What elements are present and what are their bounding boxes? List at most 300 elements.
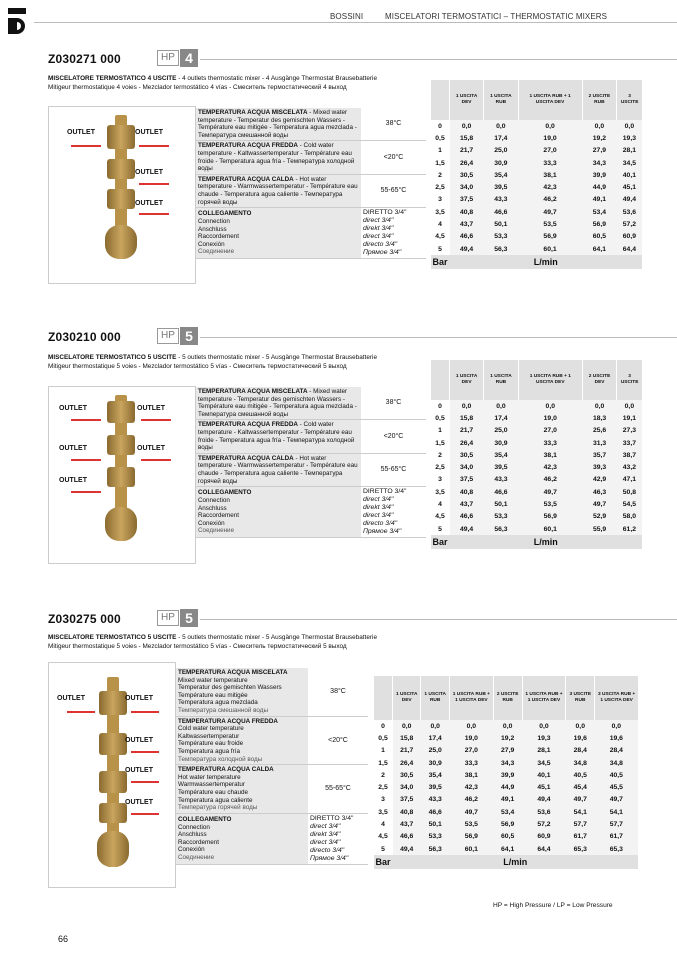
flow-value: 64,1 — [582, 243, 617, 255]
flow-value: 34,8 — [595, 757, 638, 769]
header-rule — [34, 22, 677, 23]
flow-unit: L/min — [450, 535, 642, 549]
column-header: 1 USCITA DEV — [450, 360, 484, 400]
column-header: 1 USCITA RUB — [484, 360, 519, 400]
bar-value: 3,5 — [431, 206, 450, 218]
flow-table — [430, 360, 642, 549]
flow-value: 27,0 — [518, 145, 582, 157]
flow-value: 60,9 — [617, 231, 642, 243]
flow-value: 19,0 — [518, 132, 582, 144]
flow-value: 0,0 — [449, 720, 493, 732]
flow-value: 46,3 — [582, 486, 616, 498]
flow-value: 42,3 — [518, 461, 582, 473]
flow-value: 19,6 — [566, 732, 595, 744]
column-header: 1 USCITA DEV — [450, 80, 484, 120]
table-row — [374, 843, 639, 855]
outlet-label: OUTLET — [135, 169, 163, 176]
flow-value: 46,6 — [484, 206, 518, 218]
bar-value: 1,5 — [374, 757, 393, 769]
outlet-label: OUTLET — [135, 129, 163, 136]
flow-value: 50,1 — [484, 218, 518, 230]
bar-unit: Bar — [375, 857, 391, 868]
flow-value: 46,6 — [393, 831, 421, 843]
table-row — [431, 169, 643, 181]
flow-value: 0,0 — [518, 400, 582, 412]
flow-value: 53,5 — [518, 218, 582, 230]
flow-value: 46,6 — [421, 806, 450, 818]
flow-value: 49,7 — [449, 806, 493, 818]
flow-value: 49,4 — [450, 523, 484, 535]
flow-value: 43,3 — [421, 794, 450, 806]
flow-value: 46,2 — [518, 194, 582, 206]
bar-value: 1 — [431, 145, 450, 157]
flow-value: 56,9 — [493, 818, 522, 830]
flow-value: 57,2 — [617, 218, 642, 230]
flow-value: 39,3 — [582, 461, 616, 473]
flow-value: 25,0 — [484, 425, 519, 437]
bar-value: 2,5 — [431, 181, 450, 193]
section-rule — [200, 59, 677, 60]
bar-value: 2,5 — [374, 781, 393, 793]
flow-value: 31,3 — [582, 437, 616, 449]
table-row — [431, 412, 643, 424]
bar-value: 2 — [431, 169, 450, 181]
bar-header-cell — [431, 360, 450, 400]
table-row — [431, 206, 643, 218]
cold-temp-value: <20°C — [361, 141, 426, 174]
flow-value: 58,0 — [617, 511, 642, 523]
column-header: 3 USCITA RUB + 1 USCITA DEV — [595, 676, 638, 720]
flow-value: 43,2 — [617, 461, 642, 473]
flow-value: 49,4 — [450, 243, 484, 255]
bar-unit: Bar — [432, 537, 448, 548]
column-header: 3 USCITE — [617, 360, 642, 400]
flow-value: 40,5 — [566, 769, 595, 781]
flow-value: 0,0 — [450, 400, 484, 412]
flow-value: 34,5 — [617, 157, 642, 169]
column-header: 1 USCITA RUB + 1 USCITA DEV — [522, 676, 566, 720]
flow-value: 19,0 — [518, 412, 582, 424]
flow-value: 52,9 — [582, 511, 616, 523]
bar-value: 2 — [431, 449, 450, 461]
bar-value: 3,5 — [374, 806, 393, 818]
flow-value: 40,8 — [450, 486, 484, 498]
table-row — [431, 194, 643, 206]
flow-value: 0,0 — [450, 120, 484, 132]
table-row — [431, 523, 643, 535]
product-subtitle: Mitigeur thermostatique 5 voies - Mezclador termostático 5 vías - Смеситель термостатический 5 выход — [48, 643, 347, 650]
flow-value: 43,7 — [450, 218, 484, 230]
flow-value: 42,3 — [518, 181, 582, 193]
flow-value: 40,8 — [393, 806, 421, 818]
flow-value: 26,4 — [450, 437, 484, 449]
column-header: 1 USCITA DEV — [393, 676, 421, 720]
flow-value: 50,8 — [617, 486, 642, 498]
flow-value: 28,4 — [566, 745, 595, 757]
outlet-label: OUTLET — [137, 405, 165, 412]
product-image — [48, 386, 196, 564]
flow-value: 25,0 — [421, 745, 450, 757]
column-header: 1 USCITA RUB + 1 USCITA DEV — [518, 80, 582, 120]
flow-value: 60,5 — [493, 831, 522, 843]
flow-value: 37,5 — [450, 474, 484, 486]
hot-temp-value: 55-65°C — [308, 765, 368, 814]
column-header: 1 USCITA RUB — [484, 80, 518, 120]
flow-value: 26,4 — [393, 757, 421, 769]
bar-value: 0 — [431, 400, 450, 412]
flow-value: 35,4 — [421, 769, 450, 781]
hot-temp-value: 55-65°C — [361, 174, 426, 207]
column-header: 1 USCITA RUB + 1 USCITA DEV — [518, 360, 582, 400]
outlet-count-badge: 5 — [180, 327, 198, 345]
flow-value: 53,3 — [484, 231, 518, 243]
table-row — [431, 400, 643, 412]
flow-value: 35,4 — [484, 169, 518, 181]
flow-value: 26,4 — [450, 157, 484, 169]
pressure-note: HP = High Pressure / LP = Low Pressure — [493, 902, 613, 909]
flow-value: 45,4 — [566, 781, 595, 793]
table-row — [431, 486, 643, 498]
flow-value: 49,7 — [518, 486, 582, 498]
table-row — [374, 745, 639, 757]
bar-value: 5 — [431, 243, 450, 255]
table-row — [374, 769, 639, 781]
flow-value: 46,2 — [449, 794, 493, 806]
flow-value: 0,0 — [522, 720, 566, 732]
flow-value: 46,2 — [518, 474, 582, 486]
bar-value: 4,5 — [374, 831, 393, 843]
flow-value: 25,0 — [484, 145, 518, 157]
page-number: 66 — [58, 934, 69, 944]
flow-value: 42,9 — [582, 474, 616, 486]
section-rule — [200, 619, 677, 620]
flow-value: 57,7 — [595, 818, 638, 830]
flow-value: 61,7 — [595, 831, 638, 843]
table-row — [431, 498, 643, 510]
bar-header-cell — [431, 80, 450, 120]
flow-unit: L/min — [450, 255, 642, 269]
flow-value: 64,1 — [493, 843, 522, 855]
table-row — [431, 120, 643, 132]
flow-value: 43,3 — [484, 474, 519, 486]
flow-value: 53,5 — [518, 498, 582, 510]
flow-value: 19,0 — [449, 732, 493, 744]
flow-value: 64,4 — [522, 843, 566, 855]
flow-value: 40,1 — [522, 769, 566, 781]
product-code: Z030271 000 — [48, 52, 121, 66]
flow-value: 33,3 — [518, 437, 582, 449]
flow-value: 57,7 — [566, 818, 595, 830]
flow-value: 0,0 — [566, 720, 595, 732]
table-row — [431, 231, 643, 243]
flow-value: 0,0 — [595, 720, 638, 732]
bar-value: 0,5 — [431, 412, 450, 424]
table-row — [431, 132, 643, 144]
flow-value: 44,9 — [582, 181, 617, 193]
flow-value: 49,4 — [522, 794, 566, 806]
flow-value: 0,0 — [421, 720, 450, 732]
flow-value: 18,3 — [582, 412, 616, 424]
flow-value: 61,2 — [617, 523, 642, 535]
bar-value: 1,5 — [431, 157, 450, 169]
flow-value: 0,0 — [582, 120, 617, 132]
table-row — [431, 157, 643, 169]
flow-value: 21,7 — [450, 145, 484, 157]
flow-value: 60,5 — [582, 231, 617, 243]
bar-value: 0,5 — [431, 132, 450, 144]
flow-value: 46,6 — [484, 486, 519, 498]
flow-value: 28,4 — [595, 745, 638, 757]
bar-value: 4,5 — [431, 511, 450, 523]
outlet-count-badge: 4 — [180, 49, 198, 67]
hp-badge: HP — [157, 328, 179, 344]
flow-value: 53,6 — [617, 206, 642, 218]
bar-value: 4 — [431, 498, 450, 510]
header-brand: BOSSINI — [330, 12, 364, 21]
flow-value: 45,1 — [522, 781, 566, 793]
flow-value: 65,3 — [595, 843, 638, 855]
flow-value: 27,9 — [582, 145, 617, 157]
flow-value: 54,1 — [595, 806, 638, 818]
product-image — [48, 106, 196, 284]
product-title: MISCELATORE TERMOSTATICO 5 USCITE - 5 outlets thermostatic mixer - 5 Ausgänge Thermostat Brausebatterie — [48, 354, 377, 361]
flow-table — [430, 80, 642, 269]
bar-value: 2 — [374, 769, 393, 781]
table-row — [374, 732, 639, 744]
flow-value: 15,8 — [393, 732, 421, 744]
flow-value: 30,5 — [450, 169, 484, 181]
table-row — [374, 831, 639, 843]
table-row — [374, 818, 639, 830]
flow-value: 28,1 — [522, 745, 566, 757]
flow-value: 19,3 — [617, 132, 642, 144]
table-row — [431, 243, 643, 255]
outlet-label: OUTLET — [125, 767, 153, 774]
bar-value: 4 — [374, 818, 393, 830]
bar-value: 1,5 — [431, 437, 450, 449]
flow-value: 34,3 — [582, 157, 617, 169]
flow-unit: L/min — [393, 855, 638, 869]
flow-value: 56,3 — [484, 523, 519, 535]
flow-value: 56,9 — [449, 831, 493, 843]
table-row — [374, 757, 639, 769]
outlet-label: OUTLET — [125, 695, 153, 702]
table-row — [374, 781, 639, 793]
table-row — [374, 806, 639, 818]
flow-value: 55,9 — [582, 523, 616, 535]
flow-value: 60,1 — [518, 523, 582, 535]
hot-temp-value: 55-65°C — [361, 453, 426, 486]
bar-value: 5 — [374, 843, 393, 855]
flow-value: 0,0 — [493, 720, 522, 732]
flow-value: 53,4 — [582, 206, 617, 218]
flow-value: 33,3 — [449, 757, 493, 769]
outlet-label: OUTLET — [125, 737, 153, 744]
bar-value: 0 — [374, 720, 393, 732]
column-header: 3 USCITE — [617, 80, 642, 120]
table-row — [431, 474, 643, 486]
flow-value: 0,0 — [393, 720, 421, 732]
spec-table: TEMPERATURA ACQUA MISCELATA Mixed water temperature Temperatur des gemischten Wassers Température eau mitigée Temperatura agua mezclada Температура смешанной воды 38°C TEMPERATURA ACQUA FREDDA Cold water temperature Kaltwassertemperatur Température eau froide Temperatura agua fría Температура холодной воды <20°C TEMPERATURA ACQUA CALDA Hot water temperature Warmwassertemperatur Température eau chaude Temperatura agua caliente Температура горячей воды 55-65°C COLLEGAMENTO Connection Anschluss Raccordement Conexión Соединение DIRETTO 3/4" direct 3/4" direkt 3/4" direct 3/4" directo 3/4" Прямое 3/4" — [176, 668, 368, 865]
mixed-temp-value: 38°C — [361, 387, 426, 420]
flow-value: 33,3 — [518, 157, 582, 169]
flow-value: 39,5 — [484, 181, 518, 193]
flow-value: 37,5 — [450, 194, 484, 206]
flow-value: 0,0 — [484, 120, 518, 132]
flow-value: 65,3 — [566, 843, 595, 855]
flow-value: 57,2 — [522, 818, 566, 830]
product-code: Z030210 000 — [48, 330, 121, 344]
spec-table: TEMPERATURA ACQUA MISCELATA - Mixed water temperature - Temperatur des gemischten Wassers - Température eau mitigée - Temperatura agua mezclada - Температура смешанной воды 38°C TEMPERATURA ACQUA FREDDA - Cold water temperature - Kaltwassertemperatur - Température eau froide - Temperatura agua fría - Температура холодной воды <20°C TEMPERATURA ACQUA CALDA - Hot water temperature - Warmwassertemperatur - Température eau chaude - Temperatura agua caliente - Температура горячей воды 55-65°C COLLEGAMENTO Connection Anschluss Raccordement Conexión Соединение DIRETTO 3/4" direct 3/4" direkt 3/4" direct 3/4" directo 3/4" Прямое 3/4" — [196, 387, 426, 538]
flow-value: 30,9 — [421, 757, 450, 769]
product-code: Z030275 000 — [48, 612, 121, 626]
bar-value: 4,5 — [431, 231, 450, 243]
flow-value: 61,7 — [566, 831, 595, 843]
flow-value: 53,4 — [493, 806, 522, 818]
product-title: MISCELATORE TERMOSTATICO 4 USCITE - 4 outlets thermostatic mixer - 4 Ausgänge Thermostat Brausebatterie — [48, 75, 377, 82]
bossini-logo-icon — [8, 8, 26, 36]
flow-value: 0,0 — [518, 120, 582, 132]
flow-value: 50,1 — [484, 498, 519, 510]
flow-value: 50,1 — [421, 818, 450, 830]
flow-value: 19,2 — [582, 132, 617, 144]
bar-value: 3 — [374, 794, 393, 806]
flow-value: 17,4 — [484, 132, 518, 144]
table-row — [431, 218, 643, 230]
flow-value: 49,7 — [582, 498, 616, 510]
table-row — [374, 720, 639, 732]
flow-value: 28,1 — [617, 145, 642, 157]
flow-value: 25,6 — [582, 425, 616, 437]
flow-value: 53,3 — [484, 511, 519, 523]
flow-value: 0,0 — [484, 400, 519, 412]
flow-value: 19,1 — [617, 412, 642, 424]
flow-value: 64,4 — [617, 243, 642, 255]
flow-value: 27,9 — [493, 745, 522, 757]
flow-value: 39,5 — [421, 781, 450, 793]
outlet-label: OUTLET — [67, 129, 95, 136]
flow-value: 21,7 — [450, 425, 484, 437]
bar-value: 1 — [431, 425, 450, 437]
flow-value: 35,7 — [582, 449, 616, 461]
outlet-label: OUTLET — [57, 695, 85, 702]
bar-header-cell — [374, 676, 393, 720]
spec-table: TEMPERATURA ACQUA MISCELATA - Mixed water temperature - Temperatur des gemischten Wassers - Température eau mitigée - Temperatura agua mezclada - Температура смешанной воды 38°C TEMPERATURA ACQUA FREDDA - Cold water temperature - Kaltwassertemperatur - Température eau froide - Temperatura agua fría - Температура холодной воды <20°C TEMPERATURA ACQUA CALDA - Hot water temperature - Warmwassertemperatur - Température eau chaude - Temperatura agua caliente - Температура горячей воды 55-65°C COLLEGAMENTO Connection Anschluss Raccordement Conexión Соединение DIRETTO 3/4" direct 3/4" direkt 3/4" direct 3/4" directo 3/4" Прямое 3/4" — [196, 108, 426, 259]
product-subtitle: Mitigeur thermostatique 4 voies - Mezclador termostático 4 vías - Смеситель термостатический 4 выход — [48, 84, 347, 91]
table-row — [431, 449, 643, 461]
flow-value: 30,5 — [393, 769, 421, 781]
flow-value: 54,5 — [617, 498, 642, 510]
flow-value: 45,1 — [617, 181, 642, 193]
section-rule — [200, 337, 677, 338]
flow-value: 49,7 — [518, 206, 582, 218]
column-header: 3 USCITE RUB — [566, 676, 595, 720]
flow-value: 35,4 — [484, 449, 519, 461]
flow-value: 0,0 — [582, 400, 616, 412]
header-category: MISCELATORI TERMOSTATICI – THERMOSTATIC MIXERS — [385, 12, 608, 21]
hp-badge: HP — [157, 610, 179, 626]
flow-value: 49,7 — [566, 794, 595, 806]
outlet-count-badge: 5 — [180, 609, 198, 627]
bar-value: 3,5 — [431, 486, 450, 498]
bar-value: 4 — [431, 218, 450, 230]
table-row — [431, 145, 643, 157]
flow-value: 27,0 — [449, 745, 493, 757]
table-row — [431, 181, 643, 193]
bar-value: 1 — [374, 745, 393, 757]
flow-value: 34,5 — [522, 757, 566, 769]
flow-value: 43,7 — [450, 498, 484, 510]
bar-value: 0,5 — [374, 732, 393, 744]
bar-value: 0 — [431, 120, 450, 132]
flow-value: 53,3 — [421, 831, 450, 843]
flow-value: 34,3 — [493, 757, 522, 769]
table-row — [431, 425, 643, 437]
flow-value: 56,9 — [518, 231, 582, 243]
flow-value: 49,4 — [393, 843, 421, 855]
flow-value: 56,9 — [518, 511, 582, 523]
flow-value: 45,5 — [595, 781, 638, 793]
flow-value: 46,6 — [450, 511, 484, 523]
flow-value: 49,7 — [595, 794, 638, 806]
flow-value: 0,0 — [617, 400, 642, 412]
product-subtitle: Mitigeur thermostatique 5 voies - Mezclador termostático 5 vías - Смеситель термостатический 5 выход — [48, 363, 347, 370]
flow-value: 33,7 — [617, 437, 642, 449]
outlet-label: OUTLET — [125, 799, 153, 806]
flow-value: 40,5 — [595, 769, 638, 781]
table-row — [431, 437, 643, 449]
flow-table — [373, 676, 638, 869]
flow-value: 54,1 — [566, 806, 595, 818]
flow-value: 56,3 — [421, 843, 450, 855]
flow-value: 49,4 — [617, 194, 642, 206]
flow-value: 34,0 — [450, 181, 484, 193]
flow-value: 0,0 — [617, 120, 642, 132]
column-header: 2 USCITE RUB — [582, 80, 617, 120]
flow-value: 47,1 — [617, 474, 642, 486]
outlet-label: OUTLET — [59, 477, 87, 484]
outlet-label: OUTLET — [137, 445, 165, 452]
flow-value: 27,3 — [617, 425, 642, 437]
product-title: MISCELATORE TERMOSTATICO 5 USCITE - 5 outlets thermostatic mixer - 5 Ausgänge Thermostat Brausebatterie — [48, 634, 377, 641]
flow-value: 40,8 — [450, 206, 484, 218]
cold-temp-value: <20°C — [361, 420, 426, 453]
flow-value: 39,9 — [493, 769, 522, 781]
table-row — [431, 461, 643, 473]
flow-value: 37,5 — [393, 794, 421, 806]
flow-value: 34,0 — [450, 461, 484, 473]
flow-value: 56,3 — [484, 243, 518, 255]
flow-value: 34,8 — [566, 757, 595, 769]
flow-value: 60,1 — [449, 843, 493, 855]
flow-value: 39,9 — [582, 169, 617, 181]
flow-value: 19,6 — [595, 732, 638, 744]
flow-value: 38,7 — [617, 449, 642, 461]
bar-value: 2,5 — [431, 461, 450, 473]
flow-value: 40,1 — [617, 169, 642, 181]
flow-value: 38,1 — [449, 769, 493, 781]
flow-value: 44,9 — [493, 781, 522, 793]
flow-value: 27,0 — [518, 425, 582, 437]
flow-value: 43,3 — [484, 194, 518, 206]
mixed-temp-value: 38°C — [361, 108, 426, 141]
flow-value: 60,9 — [522, 831, 566, 843]
flow-value: 42,3 — [449, 781, 493, 793]
bar-unit: Bar — [432, 257, 448, 268]
flow-value: 38,1 — [518, 449, 582, 461]
product-image — [48, 662, 176, 888]
table-row — [431, 511, 643, 523]
